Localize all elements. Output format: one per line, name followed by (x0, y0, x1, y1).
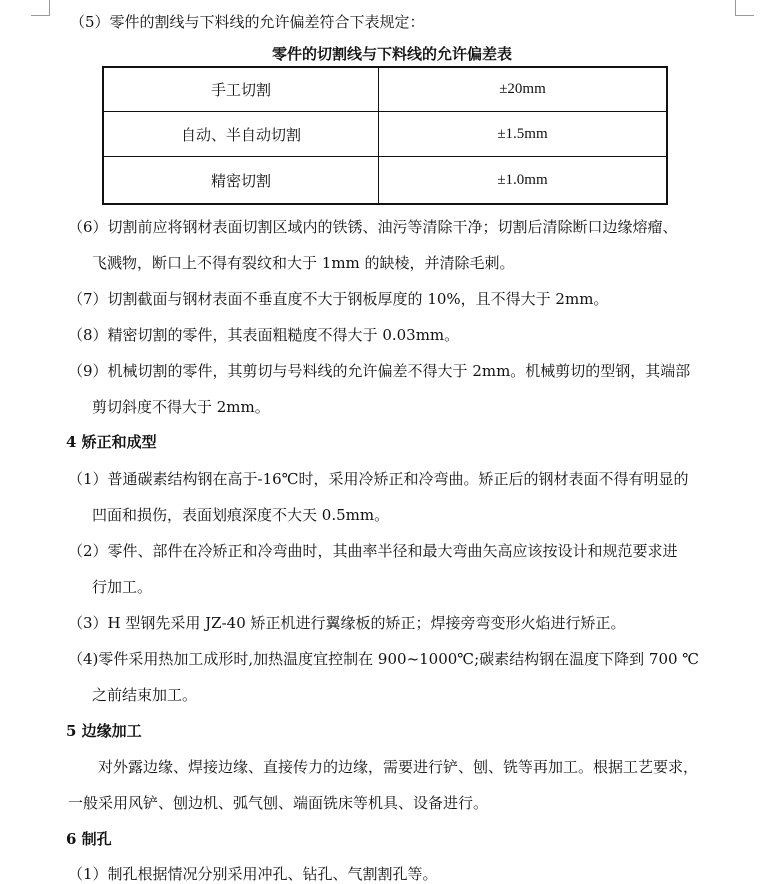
section-4-item-2-line-1: （2）零件、部件在冷矫正和冷弯曲时，其曲率半径和最大弯曲矢高应该按设计和规范要求进 (68, 542, 678, 560)
paragraph-6-line-2: 飞溅物，断口上不得有裂纹和大于 1mm 的缺棱，并清除毛刺。 (92, 254, 515, 272)
table-caption: 零件的切割线与下料线的允许偏差表 (271, 45, 512, 63)
paragraph-5: （5）零件的割线与下料线的允许偏差符合下表规定： (70, 13, 425, 31)
paragraph-9-line-2: 剪切斜度不得大于 2mm。 (92, 398, 270, 416)
table-row (103, 157, 667, 205)
section-4-item-4-line-2: 之前结束加工。 (92, 686, 198, 704)
paragraph-6-line-1: （6）切割前应将钢材表面切割区域内的铁锈、油污等清除干净；切割后清除断口边缘熔瘤、 (68, 218, 678, 236)
page-corner-mark-left (31, 0, 50, 16)
table-row (103, 67, 667, 112)
section-4-item-4-line-1: （4)零件采用热加工成形时,加热温度宜控制在 900~1000℃;碳素结构钢在温度下降到 700 ℃ (68, 650, 700, 668)
table-cell-tolerance: ±1.0mm (379, 157, 668, 205)
section-heading-4: 4 矫正和成型 (66, 433, 157, 451)
table-cell-tolerance: ±20mm (379, 67, 668, 112)
table-cell-method: 手工切割 (103, 67, 379, 112)
paragraph-7: （7）切割截面与钢材表面不垂直度不大于钢板厚度的 10%，且不得大于 2mm。 (68, 290, 609, 308)
paragraph-8: （8）精密切割的零件，其表面粗糙度不得大于 0.03mm。 (68, 326, 460, 344)
tolerance-table (102, 66, 668, 205)
section-heading-5: 5 边缘加工 (66, 722, 142, 740)
section-5-paragraph-line-2: 一般采用风铲、刨边机、弧气刨、端面铣床等机具、设备进行。 (68, 794, 489, 812)
table-cell-method: 自动、半自动切割 (103, 112, 379, 157)
section-4-item-3: （3）H 型钢先采用 JZ-40 矫正机进行翼缘板的矫正；焊接旁弯变形火焰进行矫正。 (68, 614, 626, 632)
section-4-item-1-line-1: （1）普通碳素结构钢在高于-16℃时，采用冷矫正和冷弯曲。矫正后的钢材表面不得有明显的 (68, 470, 689, 488)
page-corner-mark-right (735, 0, 754, 16)
section-heading-6: 6 制孔 (66, 830, 112, 848)
section-6-item-1: （1）制孔根据情况分别采用冲孔、钻孔、气割割孔等。 (68, 865, 438, 883)
table-row (103, 112, 667, 157)
table-cell-tolerance: ±1.5mm (379, 112, 668, 157)
section-4-item-1-line-2: 凹面和损伤，表面划痕深度不大天 0.5mm。 (92, 506, 390, 524)
section-5-paragraph-line-1: 对外露边缘、焊接边缘、直接传力的边缘，需要进行铲、刨、铣等再加工。根据工艺要求， (98, 758, 699, 776)
paragraph-9-line-1: （9）机械切割的零件，其剪切与号料线的允许偏差不得大于 2mm。机械剪切的型钢，其端部 (68, 362, 691, 380)
table-cell-method: 精密切割 (103, 157, 379, 205)
section-4-item-2-line-2: 行加工。 (92, 578, 153, 596)
